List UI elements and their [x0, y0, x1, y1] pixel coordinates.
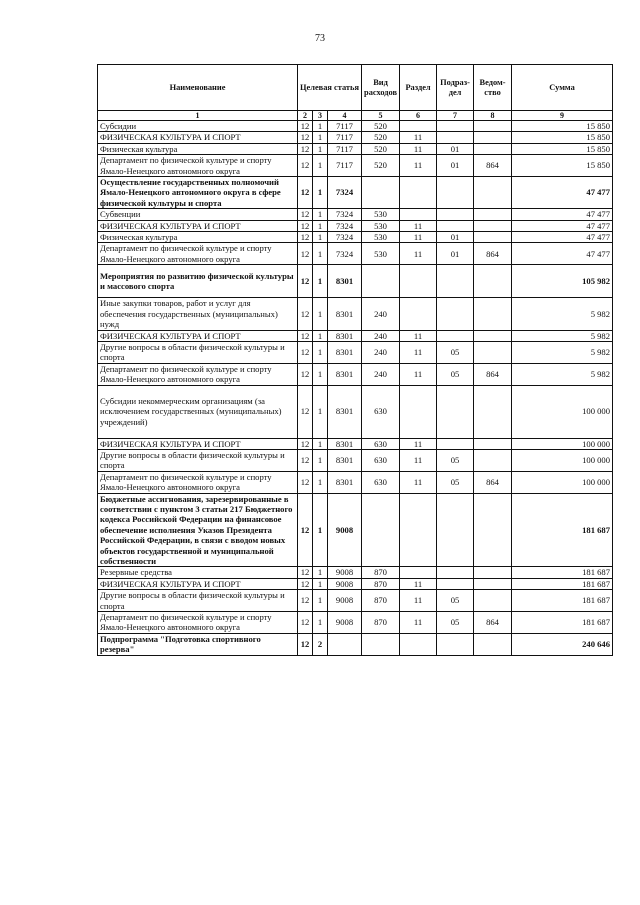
column-number: 2: [298, 111, 313, 121]
row-name: Подпрограмма "Подготовка спортивного резерва": [98, 633, 298, 655]
cell-expense-type: [362, 633, 400, 655]
cell-program: 12: [298, 232, 313, 243]
table-row: [98, 132, 613, 143]
cell-sum: 47 477: [512, 243, 613, 265]
cell-department: [474, 438, 512, 449]
cell-program: 12: [298, 612, 313, 634]
cell-subprogram: 2: [313, 633, 328, 655]
cell-code: 8301: [328, 449, 362, 471]
cell-program: 12: [298, 132, 313, 143]
cell-sum: 47 477: [512, 177, 613, 209]
header-exp-type: Вид расходов: [362, 65, 400, 111]
cell-expense-type: 870: [362, 590, 400, 612]
cell-expense-type: 520: [362, 121, 400, 132]
cell-subsection: [437, 209, 474, 220]
cell-department: 864: [474, 612, 512, 634]
cell-subprogram: 1: [313, 385, 328, 438]
cell-subprogram: 1: [313, 220, 328, 231]
row-name: ФИЗИЧЕСКАЯ КУЛЬТУРА И СПОРТ: [98, 330, 298, 341]
table-row: [98, 330, 613, 341]
row-name: Департамент по физической культуре и спорту Ямало-Ненецкого автономного округа: [98, 363, 298, 385]
cell-subsection: [437, 385, 474, 438]
row-name: Субсидии некоммерческим организациям (за исключением государственных (муниципальных) учреждений): [98, 385, 298, 438]
cell-code: 9008: [328, 612, 362, 634]
cell-expense-type: 630: [362, 438, 400, 449]
cell-subprogram: 1: [313, 330, 328, 341]
cell-code: 8301: [328, 341, 362, 363]
row-name: Департамент по физической культуре и спорту Ямало-Ненецкого автономного округа: [98, 471, 298, 493]
table-row: [98, 567, 613, 578]
cell-section: 11: [400, 143, 437, 154]
cell-program: 12: [298, 363, 313, 385]
cell-department: [474, 177, 512, 209]
table-row: [98, 471, 613, 493]
cell-subprogram: 1: [313, 341, 328, 363]
cell-sum: 181 687: [512, 612, 613, 634]
cell-department: 864: [474, 243, 512, 265]
cell-department: [474, 578, 512, 589]
cell-subprogram: 1: [313, 121, 328, 132]
cell-section: 11: [400, 243, 437, 265]
cell-subprogram: 1: [313, 155, 328, 177]
table-row: [98, 265, 613, 298]
page-number: 73: [315, 33, 325, 44]
cell-subsection: [437, 567, 474, 578]
cell-section: [400, 633, 437, 655]
cell-department: [474, 143, 512, 154]
cell-department: [474, 493, 512, 567]
cell-section: 11: [400, 155, 437, 177]
cell-department: 864: [474, 363, 512, 385]
table-row: [98, 438, 613, 449]
table-row: [98, 143, 613, 154]
cell-code: 8301: [328, 265, 362, 298]
cell-code: 8301: [328, 471, 362, 493]
cell-subsection: 05: [437, 590, 474, 612]
cell-code: 9008: [328, 578, 362, 589]
cell-section: 11: [400, 578, 437, 589]
cell-code: 7324: [328, 209, 362, 220]
cell-sum: 5 982: [512, 363, 613, 385]
cell-expense-type: 530: [362, 232, 400, 243]
cell-code: 9008: [328, 590, 362, 612]
cell-subprogram: 1: [313, 471, 328, 493]
cell-subprogram: 1: [313, 209, 328, 220]
cell-subprogram: 1: [313, 298, 328, 330]
cell-sum: 100 000: [512, 385, 613, 438]
cell-sum: 105 982: [512, 265, 613, 298]
cell-program: 12: [298, 243, 313, 265]
table-row: [98, 363, 613, 385]
row-name: Физическая культура: [98, 143, 298, 154]
cell-code: 7324: [328, 220, 362, 231]
column-number: 1: [98, 111, 298, 121]
row-name: ФИЗИЧЕСКАЯ КУЛЬТУРА И СПОРТ: [98, 438, 298, 449]
cell-program: 12: [298, 220, 313, 231]
cell-program: 12: [298, 633, 313, 655]
table-row: [98, 493, 613, 567]
cell-code: 7117: [328, 143, 362, 154]
cell-expense-type: [362, 265, 400, 298]
cell-department: [474, 341, 512, 363]
cell-subprogram: 1: [313, 612, 328, 634]
cell-subsection: [437, 121, 474, 132]
cell-department: [474, 298, 512, 330]
row-name: Другие вопросы в области физической культуры и спорта: [98, 449, 298, 471]
cell-sum: 181 687: [512, 493, 613, 567]
table-row: [98, 220, 613, 231]
cell-section: 11: [400, 232, 437, 243]
cell-code: [328, 633, 362, 655]
cell-department: [474, 265, 512, 298]
cell-expense-type: 530: [362, 220, 400, 231]
cell-section: 11: [400, 612, 437, 634]
cell-code: 8301: [328, 363, 362, 385]
cell-expense-type: 530: [362, 209, 400, 220]
cell-subsection: [437, 330, 474, 341]
row-name: Иные закупки товаров, работ и услуг для обеспечения государственных (муниципальных) нужд: [98, 298, 298, 330]
cell-subsection: [437, 177, 474, 209]
cell-code: 7324: [328, 232, 362, 243]
cell-code: 8301: [328, 438, 362, 449]
cell-subsection: 05: [437, 471, 474, 493]
cell-sum: 47 477: [512, 220, 613, 231]
cell-expense-type: 520: [362, 132, 400, 143]
row-name: Физическая культура: [98, 232, 298, 243]
cell-sum: 100 000: [512, 438, 613, 449]
cell-subprogram: 1: [313, 449, 328, 471]
cell-code: 8301: [328, 330, 362, 341]
cell-sum: 100 000: [512, 449, 613, 471]
header-row: [98, 65, 613, 111]
cell-department: [474, 330, 512, 341]
cell-expense-type: 520: [362, 143, 400, 154]
cell-subsection: 05: [437, 612, 474, 634]
column-number: 3: [313, 111, 328, 121]
cell-program: 12: [298, 493, 313, 567]
cell-expense-type: [362, 177, 400, 209]
cell-program: 12: [298, 438, 313, 449]
cell-section: [400, 209, 437, 220]
cell-department: 864: [474, 155, 512, 177]
cell-subsection: [437, 220, 474, 231]
table-row: [98, 232, 613, 243]
cell-department: [474, 132, 512, 143]
cell-subsection: 01: [437, 243, 474, 265]
cell-department: [474, 449, 512, 471]
cell-subsection: 05: [437, 449, 474, 471]
table-row: [98, 155, 613, 177]
cell-subprogram: 1: [313, 493, 328, 567]
cell-section: [400, 298, 437, 330]
cell-subsection: [437, 298, 474, 330]
table-body: [98, 121, 613, 656]
header-name: Наименование: [98, 65, 298, 111]
cell-program: 12: [298, 209, 313, 220]
cell-subprogram: 1: [313, 177, 328, 209]
cell-section: 11: [400, 330, 437, 341]
cell-department: [474, 121, 512, 132]
row-name: Департамент по физической культуре и спорту Ямало-Ненецкого автономного округа: [98, 612, 298, 634]
cell-department: [474, 385, 512, 438]
table-row: [98, 578, 613, 589]
cell-sum: 5 982: [512, 298, 613, 330]
cell-program: 12: [298, 578, 313, 589]
cell-expense-type: 870: [362, 567, 400, 578]
cell-expense-type: 870: [362, 578, 400, 589]
cell-subprogram: 1: [313, 438, 328, 449]
column-number: 9: [512, 111, 613, 121]
cell-subprogram: 1: [313, 132, 328, 143]
cell-sum: 15 850: [512, 132, 613, 143]
cell-expense-type: 240: [362, 330, 400, 341]
column-number: 6: [400, 111, 437, 121]
cell-program: 12: [298, 177, 313, 209]
cell-subsection: [437, 493, 474, 567]
cell-expense-type: 520: [362, 155, 400, 177]
cell-section: [400, 265, 437, 298]
cell-program: 12: [298, 385, 313, 438]
cell-subsection: 01: [437, 143, 474, 154]
cell-expense-type: 240: [362, 298, 400, 330]
column-number: 4: [328, 111, 362, 121]
cell-sum: 181 687: [512, 590, 613, 612]
cell-sum: 5 982: [512, 341, 613, 363]
cell-section: 11: [400, 132, 437, 143]
table-row: [98, 121, 613, 132]
header-target: Целевая статья: [298, 65, 362, 111]
cell-section: [400, 177, 437, 209]
cell-sum: 47 477: [512, 232, 613, 243]
column-number-row: [98, 111, 613, 121]
cell-sum: 5 982: [512, 330, 613, 341]
cell-subprogram: 1: [313, 232, 328, 243]
table-row: [98, 449, 613, 471]
cell-section: 11: [400, 363, 437, 385]
cell-section: [400, 385, 437, 438]
cell-expense-type: 530: [362, 243, 400, 265]
cell-subsection: 05: [437, 341, 474, 363]
cell-section: 11: [400, 341, 437, 363]
row-name: Бюджетные ассигнования, зарезервированные в соответствии с пунктом 3 статьи 217 Бюджетного кодекса Российской Федерации на финансовое обеспечение исполнения Указов Президента Российской Федерации, в связи с вводом новых объектов государственной и муниципальной собственности: [98, 493, 298, 567]
cell-program: 12: [298, 471, 313, 493]
cell-subsection: [437, 132, 474, 143]
cell-expense-type: 630: [362, 449, 400, 471]
cell-program: 12: [298, 298, 313, 330]
cell-section: [400, 493, 437, 567]
cell-section: 11: [400, 590, 437, 612]
cell-subsection: [437, 633, 474, 655]
row-name: Другие вопросы в области физической культуры и спорта: [98, 341, 298, 363]
row-name: ФИЗИЧЕСКАЯ КУЛЬТУРА И СПОРТ: [98, 220, 298, 231]
row-name: ФИЗИЧЕСКАЯ КУЛЬТУРА И СПОРТ: [98, 578, 298, 589]
table-row: [98, 209, 613, 220]
cell-department: [474, 209, 512, 220]
cell-section: 11: [400, 220, 437, 231]
cell-sum: 15 850: [512, 121, 613, 132]
cell-expense-type: 240: [362, 363, 400, 385]
cell-sum: 100 000: [512, 471, 613, 493]
cell-subprogram: 1: [313, 567, 328, 578]
table-row: [98, 612, 613, 634]
cell-section: [400, 121, 437, 132]
cell-program: 12: [298, 449, 313, 471]
cell-program: 12: [298, 155, 313, 177]
row-name: Другие вопросы в области физической культуры и спорта: [98, 590, 298, 612]
cell-code: 7324: [328, 243, 362, 265]
row-name: Резервные средства: [98, 567, 298, 578]
cell-code: 8301: [328, 298, 362, 330]
header-subsection: Подраз-дел: [437, 65, 474, 111]
cell-code: 7117: [328, 121, 362, 132]
cell-subsection: [437, 438, 474, 449]
cell-section: 11: [400, 438, 437, 449]
cell-code: 7117: [328, 155, 362, 177]
header-section: Раздел: [400, 65, 437, 111]
cell-subprogram: 1: [313, 143, 328, 154]
cell-section: 11: [400, 471, 437, 493]
cell-expense-type: 870: [362, 612, 400, 634]
cell-sum: 181 687: [512, 578, 613, 589]
cell-department: [474, 232, 512, 243]
cell-subprogram: 1: [313, 590, 328, 612]
cell-subsection: 01: [437, 155, 474, 177]
cell-program: 12: [298, 341, 313, 363]
cell-program: 12: [298, 590, 313, 612]
cell-code: 9008: [328, 493, 362, 567]
column-number: 8: [474, 111, 512, 121]
table-row: [98, 341, 613, 363]
row-name: Субвенции: [98, 209, 298, 220]
cell-department: [474, 590, 512, 612]
table-row: [98, 385, 613, 438]
row-name: ФИЗИЧЕСКАЯ КУЛЬТУРА И СПОРТ: [98, 132, 298, 143]
cell-program: 12: [298, 143, 313, 154]
cell-subsection: 01: [437, 232, 474, 243]
row-name: Департамент по физической культуре и спорту Ямало-Ненецкого автономного округа: [98, 155, 298, 177]
row-name: Департамент по физической культуре и спорту Ямало-Ненецкого автономного округа: [98, 243, 298, 265]
cell-expense-type: 240: [362, 341, 400, 363]
header-dept: Ведом-ство: [474, 65, 512, 111]
table-row: [98, 177, 613, 209]
cell-sum: 181 687: [512, 567, 613, 578]
cell-program: 12: [298, 330, 313, 341]
column-number: 5: [362, 111, 400, 121]
table-row: [98, 590, 613, 612]
cell-department: [474, 220, 512, 231]
cell-subprogram: 1: [313, 363, 328, 385]
cell-subprogram: 1: [313, 265, 328, 298]
cell-subprogram: 1: [313, 243, 328, 265]
cell-sum: 47 477: [512, 209, 613, 220]
cell-section: [400, 567, 437, 578]
cell-section: 11: [400, 449, 437, 471]
column-number: 7: [437, 111, 474, 121]
budget-table: [97, 64, 613, 656]
cell-sum: 15 850: [512, 143, 613, 154]
header-sum: Сумма: [512, 65, 613, 111]
row-name: Мероприятия по развитию физической культуры и массового спорта: [98, 265, 298, 298]
cell-department: [474, 567, 512, 578]
cell-program: 12: [298, 567, 313, 578]
row-name: Субсидии: [98, 121, 298, 132]
cell-code: 9008: [328, 567, 362, 578]
cell-code: 7324: [328, 177, 362, 209]
cell-subsection: [437, 265, 474, 298]
row-name: Осуществление государственных полномочий Ямало-Ненецкого автономного округа в сфере физической культуры и спорта: [98, 177, 298, 209]
cell-program: 12: [298, 265, 313, 298]
cell-expense-type: 630: [362, 385, 400, 438]
cell-subsection: [437, 578, 474, 589]
cell-expense-type: 630: [362, 471, 400, 493]
cell-code: 7117: [328, 132, 362, 143]
table-row: [98, 243, 613, 265]
cell-subsection: 05: [437, 363, 474, 385]
table-row: [98, 633, 613, 655]
cell-program: 12: [298, 121, 313, 132]
cell-department: [474, 633, 512, 655]
cell-department: 864: [474, 471, 512, 493]
cell-code: 8301: [328, 385, 362, 438]
cell-sum: 15 850: [512, 155, 613, 177]
cell-sum: 240 646: [512, 633, 613, 655]
table-row: [98, 298, 613, 330]
cell-subprogram: 1: [313, 578, 328, 589]
cell-expense-type: [362, 493, 400, 567]
